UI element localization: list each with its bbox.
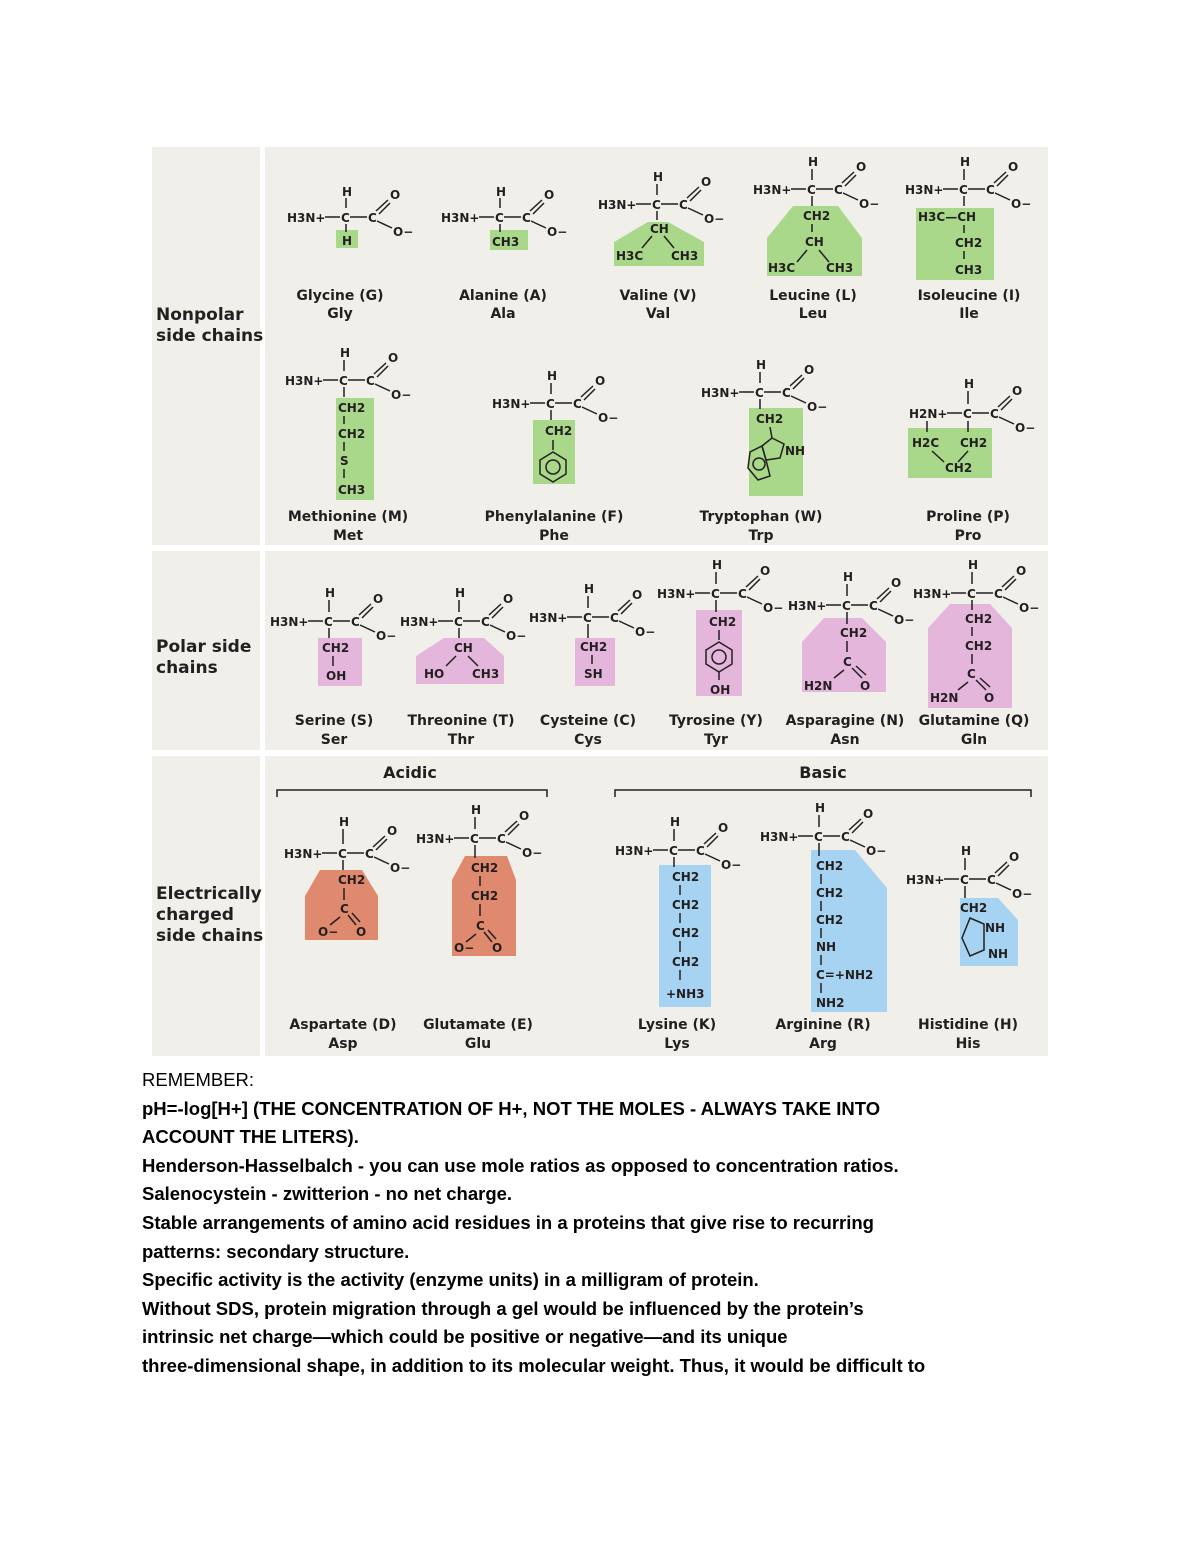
- svg-text:CH2: CH2: [803, 209, 831, 223]
- svg-text:O−: O−: [547, 225, 568, 239]
- svg-text:H3N+: H3N+: [788, 599, 827, 613]
- svg-text:OH: OH: [710, 683, 731, 697]
- aa-name-asp: Aspartate (D): [289, 1017, 397, 1033]
- svg-text:O−: O−: [807, 400, 828, 414]
- svg-text:O: O: [701, 175, 712, 189]
- svg-text:C: C: [610, 611, 619, 625]
- svg-text:C: C: [843, 655, 852, 669]
- svg-text:NH: NH: [785, 444, 806, 458]
- note-line: three-dimensional shape, in addition to its molecular weight. Thus, it would be difficult to: [142, 1354, 926, 1376]
- aa-abbr-his: His: [955, 1036, 981, 1052]
- category-panel-nonpolar: [152, 147, 260, 545]
- svg-text:CH2: CH2: [322, 641, 350, 655]
- svg-text:CH2: CH2: [816, 886, 844, 900]
- svg-text:C: C: [869, 599, 878, 613]
- svg-text:CH2: CH2: [756, 412, 784, 426]
- aa-abbr-trp: Trp: [748, 528, 774, 544]
- svg-text:H3N+: H3N+: [760, 830, 799, 844]
- svg-text:O−: O−: [393, 225, 414, 239]
- svg-text:HO: HO: [424, 667, 445, 681]
- note-line: Henderson-Hasselbalch - you can use mole ratios as opposed to concentration ratios.: [142, 1154, 899, 1176]
- svg-text:H: H: [961, 844, 972, 858]
- svg-text:CH2: CH2: [840, 626, 868, 640]
- svg-text:C: C: [365, 847, 374, 861]
- svg-text:CH2: CH2: [672, 870, 700, 884]
- svg-text:H3N+: H3N+: [701, 386, 740, 400]
- note-line: intrinsic net charge—which could be positive or negative—and its unique: [142, 1326, 788, 1348]
- svg-text:H: H: [340, 346, 351, 360]
- svg-text:NH: NH: [816, 940, 837, 954]
- svg-text:NH2: NH2: [816, 996, 845, 1010]
- svg-text:CH2: CH2: [672, 898, 700, 912]
- svg-text:C: C: [807, 183, 816, 197]
- svg-text:C: C: [341, 211, 350, 225]
- svg-text:CH2: CH2: [672, 955, 700, 969]
- svg-text:O: O: [595, 374, 606, 388]
- aa-abbr-ala: Ala: [490, 306, 516, 322]
- svg-text:O: O: [856, 160, 867, 174]
- aa-abbr-cys: Cys: [574, 732, 602, 748]
- aa-abbr-thr: Thr: [447, 732, 475, 748]
- svg-text:O: O: [519, 809, 530, 823]
- svg-text:C: C: [755, 386, 764, 400]
- svg-text:H3N+: H3N+: [598, 198, 637, 212]
- svg-text:O−: O−: [391, 388, 412, 402]
- svg-text:H: H: [756, 358, 767, 372]
- svg-text:H3N+: H3N+: [753, 183, 792, 197]
- subgroup-label-acidic: Acidic: [383, 763, 437, 782]
- svg-text:O−: O−: [635, 625, 656, 639]
- aa-abbr-met: Met: [332, 528, 364, 544]
- svg-text:O: O: [860, 679, 871, 693]
- svg-text:CH2: CH2: [338, 873, 366, 887]
- svg-text:H3N+: H3N+: [441, 211, 480, 225]
- svg-text:H: H: [339, 815, 350, 829]
- svg-text:H: H: [471, 803, 482, 817]
- svg-text:H3N+: H3N+: [905, 183, 944, 197]
- svg-text:O: O: [1016, 564, 1027, 578]
- svg-text:O: O: [984, 691, 995, 705]
- svg-text:H2N+: H2N+: [909, 407, 948, 421]
- aa-name-arg: Arginine (R): [775, 1017, 871, 1033]
- aa-name-his: Histidine (H): [917, 1017, 1019, 1033]
- svg-text:H3N+: H3N+: [906, 873, 945, 887]
- svg-text:C: C: [669, 844, 678, 858]
- svg-text:H3N+: H3N+: [287, 211, 326, 225]
- svg-text:O−: O−: [704, 212, 725, 226]
- svg-text:C: C: [782, 386, 791, 400]
- svg-text:H: H: [964, 377, 975, 391]
- note-line: Without SDS, protein migration through a gel would be influenced by the protein’s: [142, 1297, 864, 1319]
- aa-abbr-leu: Leu: [798, 306, 828, 322]
- svg-text:C: C: [738, 587, 747, 601]
- svg-text:H2N: H2N: [930, 691, 959, 705]
- aa-name-phe: Phenylalanine (F): [484, 509, 624, 525]
- svg-text:CH3: CH3: [826, 261, 854, 275]
- svg-text:CH: CH: [650, 222, 669, 236]
- aa-name-lys: Lysine (K): [637, 1017, 717, 1033]
- svg-text:S: S: [340, 454, 349, 468]
- svg-text:CH3: CH3: [492, 235, 520, 249]
- svg-text:H3N+: H3N+: [416, 832, 455, 846]
- svg-text:C: C: [481, 615, 490, 629]
- aa-name-thr: Threonine (T): [407, 713, 515, 729]
- svg-text:H: H: [584, 582, 595, 596]
- svg-text:C: C: [497, 832, 506, 846]
- aa-name-ile: Isoleucine (I): [917, 288, 1021, 304]
- svg-text:C: C: [986, 183, 995, 197]
- svg-text:C: C: [583, 611, 592, 625]
- note-line: Salenocystein - zwitterion - no net charge.: [142, 1183, 513, 1205]
- svg-text:C: C: [841, 830, 850, 844]
- aa-name-ser: Serine (S): [294, 713, 374, 729]
- svg-text:C: C: [814, 830, 823, 844]
- svg-text:CH2: CH2: [816, 859, 844, 873]
- svg-text:CH: CH: [454, 641, 473, 655]
- aa-abbr-ser: Ser: [320, 732, 348, 748]
- category-label-nonpolar: Nonpolar side chains: [156, 305, 264, 346]
- svg-text:O: O: [1012, 384, 1023, 398]
- svg-text:C: C: [963, 407, 972, 421]
- aa-abbr-gly: Gly: [327, 306, 353, 322]
- svg-text:CH3: CH3: [955, 263, 983, 277]
- svg-text:H3C: H3C: [616, 249, 644, 263]
- svg-text:C: C: [470, 832, 479, 846]
- svg-text:O: O: [390, 188, 401, 202]
- svg-text:CH3: CH3: [338, 483, 366, 497]
- svg-text:CH2: CH2: [545, 424, 573, 438]
- svg-text:O: O: [492, 941, 503, 955]
- svg-text:H: H: [712, 558, 723, 572]
- svg-text:H: H: [547, 369, 558, 383]
- aa-name-leu: Leucine (L): [769, 288, 857, 304]
- svg-text:H: H: [342, 234, 353, 248]
- svg-text:CH2: CH2: [580, 640, 608, 654]
- svg-text:C: C: [679, 198, 688, 212]
- svg-text:O−: O−: [1011, 197, 1032, 211]
- aa-name-ala: Alanine (A): [459, 288, 547, 304]
- aa-abbr-lys: Lys: [664, 1036, 690, 1052]
- aa-abbr-asn: Asn: [830, 732, 860, 748]
- svg-text:O−: O−: [598, 411, 619, 425]
- svg-text:O: O: [544, 188, 555, 202]
- svg-text:O−: O−: [859, 197, 880, 211]
- svg-text:C: C: [573, 397, 582, 411]
- note-line: patterns: secondary structure.: [142, 1240, 410, 1262]
- svg-text:C: C: [454, 615, 463, 629]
- svg-text:O−: O−: [866, 844, 887, 858]
- svg-text:O−: O−: [894, 613, 915, 627]
- svg-text:C: C: [324, 615, 333, 629]
- svg-text:C: C: [522, 211, 531, 225]
- aa-name-gln: Glutamine (Q): [918, 713, 1030, 729]
- aa-abbr-val: Val: [645, 306, 671, 322]
- note-line: ACCOUNT THE LITERS).: [142, 1126, 359, 1148]
- svg-text:CH2: CH2: [338, 427, 366, 441]
- svg-text:C: C: [990, 407, 999, 421]
- note-line: pH=-log[H+] (THE CONCENTRATION OF H+, NOT THE MOLES - ALWAYS TAKE INTO: [142, 1097, 881, 1119]
- svg-text:CH2: CH2: [471, 861, 499, 875]
- aa-abbr-asp: Asp: [328, 1036, 358, 1052]
- svg-text:H: H: [342, 185, 353, 199]
- category-label-polar: Polar side chains: [156, 637, 252, 678]
- svg-text:H3N+: H3N+: [270, 615, 309, 629]
- content-panel-charged: [265, 756, 1048, 1056]
- svg-text:O−: O−: [522, 846, 543, 860]
- svg-text:O: O: [387, 824, 398, 838]
- notes-header: REMEMBER:: [142, 1069, 255, 1090]
- svg-text:CH3: CH3: [472, 667, 500, 681]
- svg-text:C: C: [834, 183, 843, 197]
- aa-name-cys: Cysteine (C): [539, 713, 637, 729]
- svg-text:C: C: [368, 211, 377, 225]
- aa-abbr-pro: Pro: [954, 528, 982, 544]
- svg-text:H3C: H3C: [768, 261, 796, 275]
- svg-text:H3N+: H3N+: [615, 844, 654, 858]
- svg-text:H: H: [653, 170, 664, 184]
- svg-text:H: H: [670, 815, 681, 829]
- svg-text:O−: O−: [1012, 887, 1033, 901]
- aa-abbr-tyr: Tyr: [704, 732, 728, 748]
- svg-text:CH3: CH3: [671, 249, 699, 263]
- svg-text:H: H: [496, 185, 507, 199]
- svg-text:CH2: CH2: [960, 436, 988, 450]
- svg-text:O: O: [718, 821, 729, 835]
- svg-text:C: C: [959, 183, 968, 197]
- svg-text:C: C: [546, 397, 555, 411]
- svg-text:H3N+: H3N+: [492, 397, 531, 411]
- aa-abbr-phe: Phe: [539, 528, 569, 544]
- svg-text:H3N+: H3N+: [285, 374, 324, 388]
- svg-text:O: O: [373, 592, 384, 606]
- svg-text:O−: O−: [376, 629, 397, 643]
- svg-text:H: H: [843, 570, 854, 584]
- svg-text:O−: O−: [454, 941, 475, 955]
- svg-text:H: H: [815, 801, 826, 815]
- svg-text:C: C: [842, 599, 851, 613]
- svg-text:C: C: [994, 587, 1003, 601]
- svg-text:O: O: [1009, 850, 1020, 864]
- svg-text:CH2: CH2: [816, 913, 844, 927]
- svg-text:CH2: CH2: [338, 401, 366, 415]
- svg-text:C: C: [696, 844, 705, 858]
- svg-text:C: C: [987, 873, 996, 887]
- svg-text:O: O: [356, 925, 367, 939]
- category-label-charged: Electrically charged side chains: [156, 884, 264, 946]
- svg-text:C: C: [967, 587, 976, 601]
- svg-text:C: C: [476, 919, 485, 933]
- svg-text:H3N+: H3N+: [529, 611, 568, 625]
- svg-text:NH: NH: [988, 947, 1009, 961]
- svg-text:O−: O−: [506, 629, 527, 643]
- svg-text:H: H: [808, 155, 819, 169]
- aa-abbr-ile: Ile: [959, 306, 979, 322]
- svg-text:C: C: [967, 667, 976, 681]
- aa-abbr-glu: Glu: [464, 1036, 492, 1052]
- svg-text:H3N+: H3N+: [284, 847, 323, 861]
- aa-name-gly: Glycine (G): [296, 288, 384, 304]
- svg-text:O−: O−: [763, 601, 784, 615]
- svg-text:O: O: [503, 592, 514, 606]
- svg-text:NH: NH: [985, 921, 1006, 935]
- svg-text:H2N: H2N: [804, 679, 833, 693]
- note-line: Stable arrangements of amino acid residues in a proteins that give rise to recurring: [142, 1211, 874, 1233]
- svg-text:C: C: [351, 615, 360, 629]
- svg-text:CH2: CH2: [709, 615, 737, 629]
- svg-text:H: H: [960, 155, 971, 169]
- svg-text:O−: O−: [721, 858, 742, 872]
- svg-text:C: C: [495, 211, 504, 225]
- aa-name-val: Valine (V): [619, 288, 697, 304]
- svg-text:CH: CH: [805, 235, 824, 249]
- svg-text:H2C: H2C: [912, 436, 940, 450]
- svg-text:O−: O−: [1015, 421, 1036, 435]
- svg-text:C=+NH2: C=+NH2: [816, 968, 874, 982]
- aa-name-met: Methionine (M): [287, 509, 409, 525]
- svg-text:+NH3: +NH3: [666, 987, 705, 1001]
- svg-text:OH: OH: [326, 669, 347, 683]
- svg-text:H3C—CH: H3C—CH: [918, 210, 977, 224]
- aa-abbr-gln: Gln: [960, 732, 988, 748]
- aa-name-glu: Glutamate (E): [423, 1017, 533, 1033]
- svg-text:C: C: [652, 198, 661, 212]
- note-line: Specific activity is the activity (enzyme units) in a milligram of protein.: [142, 1269, 759, 1291]
- svg-text:H: H: [968, 558, 979, 572]
- svg-text:O−: O−: [390, 861, 411, 875]
- svg-text:O: O: [632, 588, 643, 602]
- svg-text:O: O: [760, 564, 771, 578]
- svg-text:H3N+: H3N+: [913, 587, 952, 601]
- svg-text:CH2: CH2: [471, 889, 499, 903]
- svg-text:C: C: [340, 902, 349, 916]
- aa-abbr-arg: Arg: [809, 1036, 837, 1052]
- aa-name-trp: Tryptophan (W): [699, 509, 823, 525]
- svg-text:C: C: [338, 847, 347, 861]
- svg-text:O−: O−: [1019, 601, 1040, 615]
- svg-text:O: O: [863, 807, 874, 821]
- svg-text:H: H: [325, 586, 336, 600]
- svg-text:C: C: [339, 374, 348, 388]
- svg-text:O: O: [1008, 160, 1019, 174]
- svg-text:H3N+: H3N+: [400, 615, 439, 629]
- subgroup-label-basic: Basic: [799, 763, 847, 782]
- svg-text:C: C: [366, 374, 375, 388]
- svg-text:CH2: CH2: [955, 236, 983, 250]
- svg-text:O: O: [891, 576, 902, 590]
- svg-text:CH2: CH2: [672, 926, 700, 940]
- svg-text:O: O: [388, 351, 399, 365]
- svg-text:C: C: [711, 587, 720, 601]
- svg-text:SH: SH: [584, 667, 603, 681]
- aa-name-tyr: Tyrosine (Y): [669, 713, 763, 729]
- svg-text:CH2: CH2: [945, 461, 973, 475]
- svg-text:CH2: CH2: [960, 901, 988, 915]
- svg-text:C: C: [960, 873, 969, 887]
- aa-name-asn: Asparagine (N): [785, 713, 905, 729]
- svg-text:H: H: [455, 586, 466, 600]
- notes-section: [142, 1066, 1072, 1381]
- svg-text:O: O: [804, 363, 815, 377]
- svg-text:CH2: CH2: [965, 639, 993, 653]
- svg-text:CH2: CH2: [965, 612, 993, 626]
- svg-text:H3N+: H3N+: [657, 587, 696, 601]
- svg-text:O−: O−: [318, 925, 339, 939]
- aa-name-pro: Proline (P): [926, 509, 1010, 525]
